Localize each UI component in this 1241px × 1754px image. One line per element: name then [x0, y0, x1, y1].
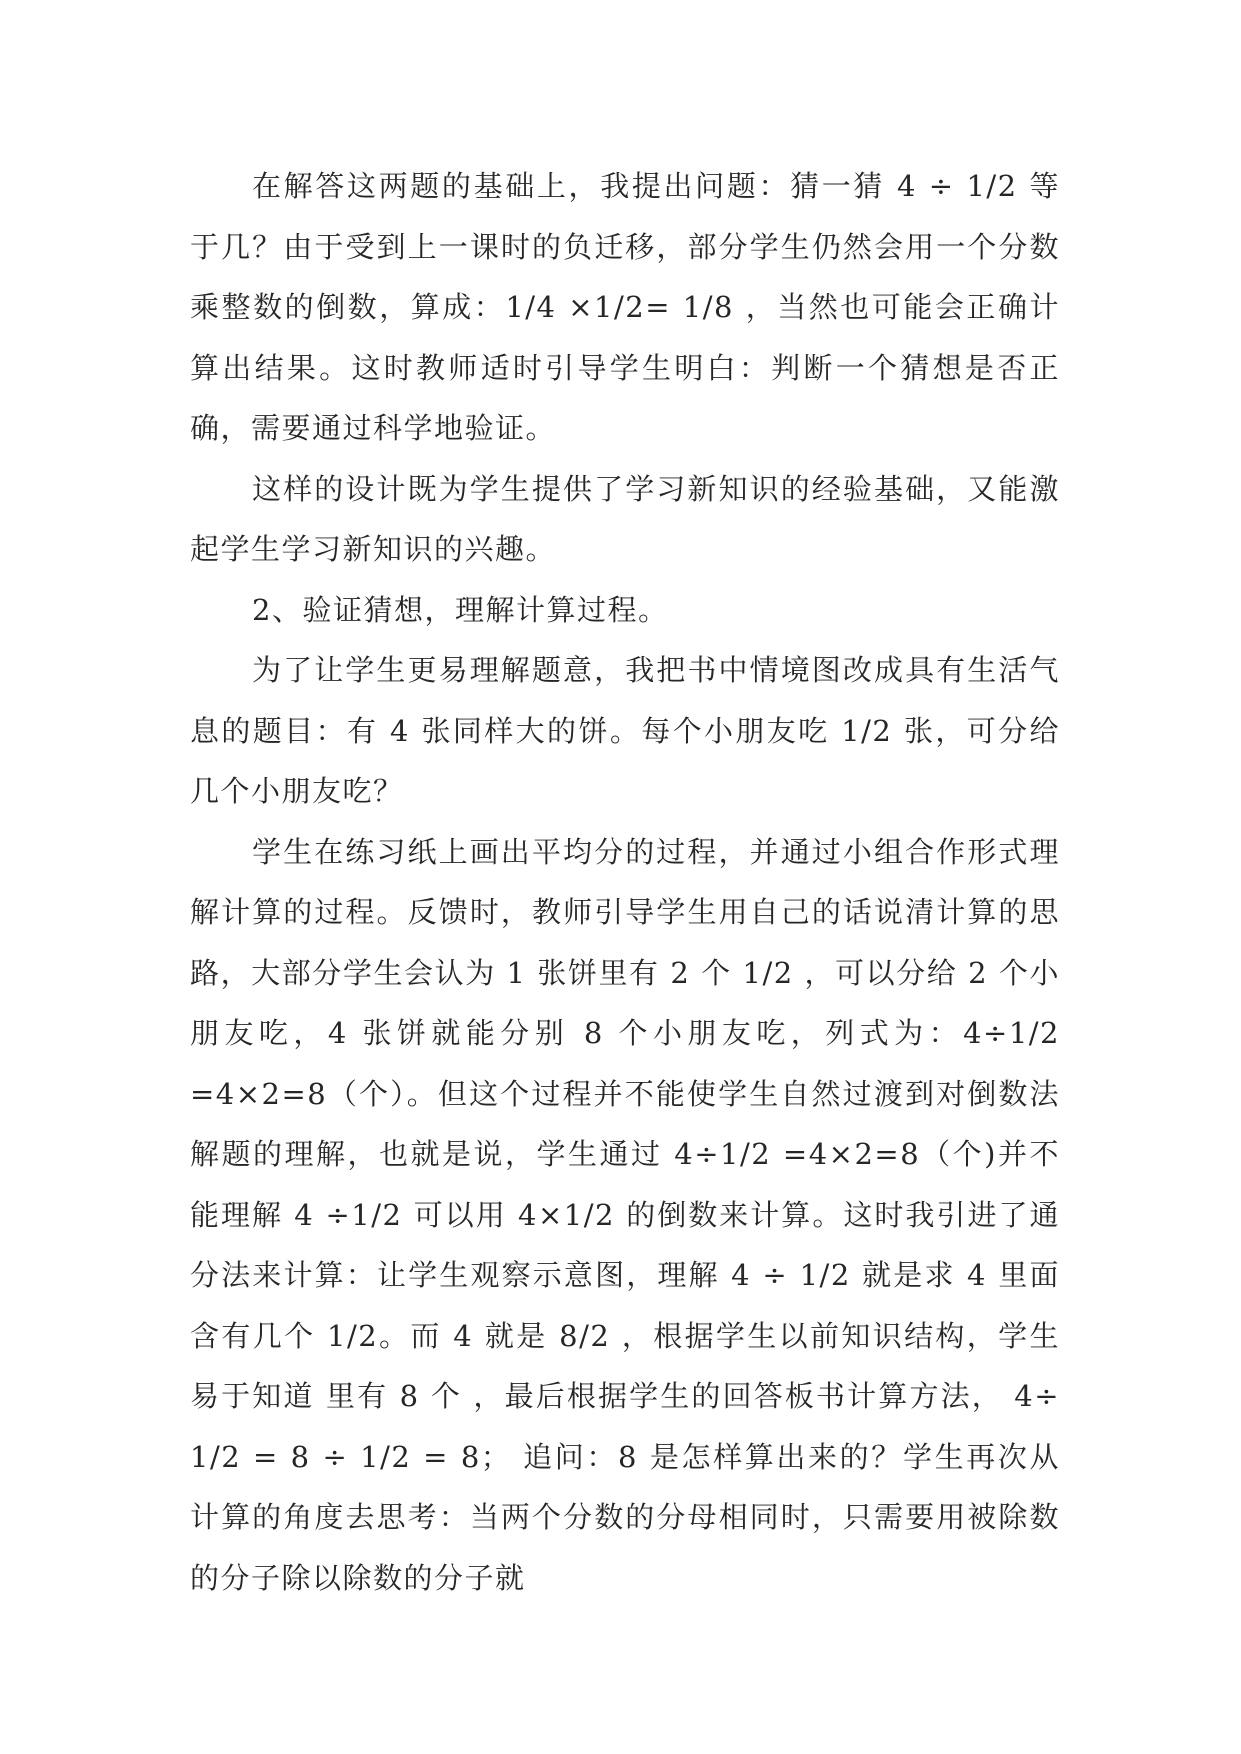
paragraph-4: 为了让学生更易理解题意，我把书中情境图改成具有生活气息的题目：有 4 张同样大的饼。每个小朋友吃 1/2 张，可分给几个小朋友吃？ — [190, 653, 1060, 808]
paragraph-2: 这样的设计既为学生提供了学习新知识的经验基础，又能激起学生学习新知识的兴趣。 — [190, 471, 1060, 566]
body-text — [190, 156, 1060, 1608]
paragraph-5: 学生在练习纸上画出平均分的过程，并通过小组合作形式理解计算的过程。反馈时，教师引导学生用自己的话说清计算的思路，大部分学生会认为 1 张饼里有 2 个 1/2 ，可以分给 2 个小朋友吃，4 张饼就能分别 8 个小朋友吃，列式为：4÷1/2 =4×2=8（个）。但这个过程并不能使学生自然过渡到对倒数法解题的理解，也就是说，学生通过 4÷1/2 =4×2=8（个)并不能理解 4 ÷1/2 可以用 4×1/2 的倒数来计算。这时我引进了通分法来计算：让学生观察示意图，理解 4 ÷ 1/2 就是求 4 里面含有几个 1/2。而 4 就是 8/2 ，根据学生以前知识结构，学生易于知道 里有 8 个 ，最后根据学生的回答板书计算方法， 4÷ 1/2 = 8 ÷ 1/2 = 8； 追问：8 是怎样算出来的？学生再次从计算的角度去思考：当两个分数的分母相同时，只需要用被除数的分子除以除数的分子就 — [190, 834, 1060, 1595]
paragraph-1: 在解答这两题的基础上，我提出问题：猜一猜 4 ÷ 1/2 等于几？由于受到上一课时的负迁移，部分学生仍然会用一个分数乘整数的倒数，算成：1/4 ×1/2= 1/8 ，当然也可能会正确计算出结果。这时教师适时引导学生明白：判断一个猜想是否正确，需要通过科学地验证。 — [190, 169, 1060, 445]
paragraph-3: 2、验证猜想，理解计算过程。 — [252, 592, 669, 627]
